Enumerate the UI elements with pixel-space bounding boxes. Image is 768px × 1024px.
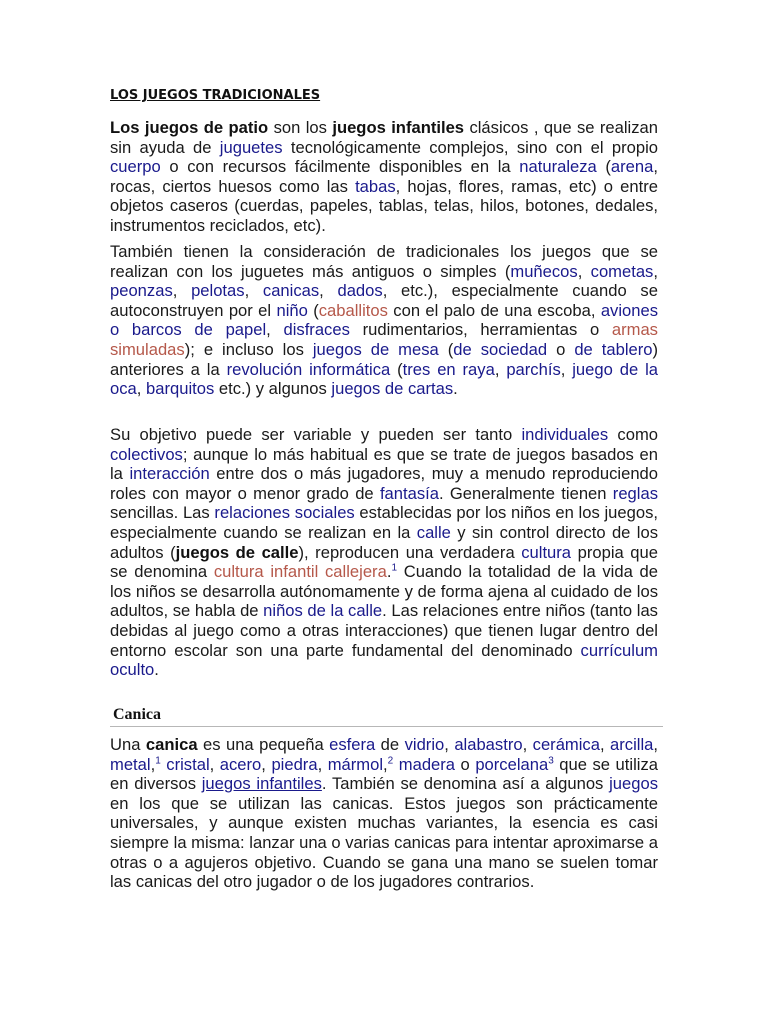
text: etc.) y algunos	[214, 379, 332, 399]
link-tres-en-raya[interactable]: tres en raya	[402, 359, 495, 379]
paragraph-juguetes-tradicionales	[110, 242, 658, 399]
text: ,	[522, 735, 533, 754]
text: ,	[494, 359, 507, 379]
link-relaciones-sociales[interactable]: relaciones sociales	[214, 503, 355, 523]
link-arena[interactable]: arena	[610, 157, 654, 177]
text: (	[390, 359, 403, 379]
text: tecnológicamente complejos, sino con el propio	[282, 137, 658, 157]
link-peonzas[interactable]: peonzas	[110, 281, 173, 301]
text: que se utiliza en diversos	[110, 754, 658, 794]
link-cristal[interactable]: cristal	[166, 754, 210, 774]
paragraph-objetivo	[110, 425, 658, 680]
link-dados[interactable]: dados	[337, 281, 383, 301]
link-individuales[interactable]: individuales	[521, 425, 609, 444]
link-fantasia[interactable]: fantasía	[379, 483, 439, 503]
text: como	[608, 425, 659, 444]
link-disfraces[interactable]: disfraces	[283, 320, 350, 340]
text: También tienen la consideración de tradicionales los juegos que se realizan con los juguetes más antiguos o simples (	[110, 242, 658, 281]
link-acero[interactable]: acero	[219, 754, 262, 774]
footnote-link[interactable]: 2	[387, 755, 394, 767]
text: ,	[317, 754, 328, 774]
text: , hojas, flores, ramas, etc) o entre objetos caseros (cuerdas, papeles, tablas, telas, hilos, botones, dedales, instrumentos reciclados, etc).	[110, 176, 658, 235]
text: .	[453, 379, 458, 399]
text: y sin control directo de los adultos (	[110, 522, 658, 562]
text: entre dos o más jugadores, muy a menudo reproduciendo roles con mayor o menor grado de	[110, 464, 659, 503]
link-madera[interactable]: madera	[398, 754, 456, 774]
bold-term: juegos de calle	[175, 542, 299, 562]
text: en los que se utilizan las canicas. Estos juegos son prácticamente universales, y aunque existen muchas variantes, la esencia es casi siempre la misma: lanzar una o varias canicas para intentar aproximarse a otras o a agujeros objetivo. Cuando se gana una mano se suelen tomar las canicas del otro jugador o de los jugadores contrarios.	[110, 793, 658, 892]
text: ,	[150, 754, 156, 774]
link-parchis[interactable]: parchís	[506, 359, 561, 379]
text: ,	[383, 754, 388, 774]
link-ceramica[interactable]: cerámica	[532, 735, 600, 754]
text: de	[375, 735, 405, 754]
link-ninos-de-la-calle[interactable]: niños de la calle	[263, 601, 383, 621]
link-calle[interactable]: calle	[416, 522, 451, 542]
link-curriculum-oculto[interactable]: currículum oculto	[110, 640, 658, 680]
bold-term: canica	[145, 735, 198, 754]
text: o	[547, 339, 575, 359]
text: ,	[560, 359, 573, 379]
bold-term: juegos infantiles	[332, 118, 465, 137]
text: o con recursos fácilmente disponibles en la	[160, 157, 520, 177]
text: . Las relaciones entre niños (tanto las debidas al juego como a otras interacciones) que tienen lugar dentro del entorno escolar son una parte fundamental del denominado	[110, 601, 658, 660]
text: con el palo de una escoba,	[387, 300, 601, 320]
text: ,	[266, 320, 284, 340]
text: clásicos , que se realizan sin ayuda de	[110, 118, 658, 157]
paragraph-juegos-de-patio	[110, 118, 658, 236]
text: (	[596, 157, 611, 177]
section-heading-canica: Canica	[110, 706, 663, 727]
link-nino[interactable]: niño	[276, 300, 308, 320]
link-barquitos[interactable]: barquitos	[146, 379, 215, 399]
text: ) anteriores a la	[110, 339, 659, 379]
link-alabastro[interactable]: alabastro	[454, 735, 523, 754]
text: ,	[261, 754, 272, 774]
text: o	[455, 754, 476, 774]
text: ,	[319, 281, 338, 301]
footnote-link[interactable]: 1	[391, 562, 397, 574]
text: ,	[172, 281, 192, 301]
link-arcilla[interactable]: arcilla	[610, 735, 654, 754]
text: rudimentarios, herramientas o	[349, 320, 612, 340]
link-revolucion-informatica[interactable]: revolución informática	[226, 359, 391, 379]
text: .	[386, 562, 392, 582]
text: ,	[136, 379, 146, 399]
link-cultura[interactable]: cultura	[521, 542, 572, 562]
link-tabas[interactable]: tabas	[355, 176, 396, 196]
link-munecos[interactable]: muñecos	[510, 261, 578, 281]
footnote-link[interactable]: 1	[155, 755, 161, 767]
link-juegos-infantiles[interactable]: juegos infantiles	[201, 774, 322, 794]
link-esfera[interactable]: esfera	[329, 735, 376, 754]
link-juguetes[interactable]: juguetes	[219, 137, 283, 157]
link-caballitos[interactable]: caballitos	[318, 300, 388, 320]
link-colectivos[interactable]: colectivos	[110, 444, 183, 464]
link-porcelana[interactable]: porcelana	[475, 754, 549, 774]
text: ,	[599, 735, 611, 754]
text: Su objetivo puede ser variable y pueden ser tanto	[110, 425, 522, 444]
link-vidrio[interactable]: vidrio	[404, 735, 445, 754]
text: son los	[268, 118, 333, 137]
text: (	[438, 339, 454, 359]
text: establecidas por los niños en los juegos, especialmente cuando se realizan en la	[110, 503, 658, 542]
link-juego-de-la-oca[interactable]: juego de la oca	[110, 359, 658, 399]
paragraph-canica	[110, 735, 658, 892]
text: .	[154, 660, 159, 680]
text: ,	[653, 261, 658, 281]
link-marmol[interactable]: mármol	[327, 754, 384, 774]
link-juegos-de-cartas[interactable]: juegos de cartas	[331, 379, 454, 399]
text: ,	[577, 261, 591, 281]
text: . Generalmente tienen	[438, 483, 613, 503]
link-piedra[interactable]: piedra	[271, 754, 318, 774]
text: Cuando la totalidad de la vida de los niños se desarrolla autónomamente y de forma ajena al cuidado de los adultos, se habla de	[110, 562, 658, 621]
text: ,	[653, 735, 658, 754]
footnote-link[interactable]: 3	[548, 755, 554, 767]
link-interaccion[interactable]: interacción	[129, 464, 210, 484]
link-aviones-barcos-papel[interactable]: aviones o barcos de papel	[110, 300, 659, 340]
text: . También se denomina así a algunos	[321, 774, 610, 794]
text: ,	[209, 754, 220, 774]
link-cultura-infantil-callejera[interactable]: cultura infantil callejera	[213, 562, 387, 582]
text: es una pequeña	[197, 735, 330, 754]
link-juegos[interactable]: juegos	[609, 774, 658, 794]
link-reglas[interactable]: reglas	[612, 483, 658, 503]
link-de-sociedad[interactable]: de sociedad	[453, 339, 548, 359]
text: ,	[244, 281, 263, 301]
text: sencillas. Las	[110, 503, 215, 523]
page-title: LOS JUEGOS TRADICIONALES	[110, 88, 321, 103]
link-juegos-de-mesa[interactable]: juegos de mesa	[312, 339, 439, 359]
link-armas-simuladas[interactable]: armas simuladas	[110, 320, 658, 359]
text: Una	[110, 735, 146, 754]
link-cuerpo[interactable]: cuerpo	[110, 157, 161, 177]
text: (	[307, 300, 319, 320]
text: ), reproducen una verdadera	[298, 542, 522, 562]
text: ); e incluso los	[184, 339, 313, 359]
text: ,	[444, 735, 455, 754]
link-canicas[interactable]: canicas	[262, 281, 320, 301]
text: , etc.), especialmente cuando se autoconstruyen por el	[110, 281, 658, 320]
text: ; aunque lo más habitual es que se trate de juegos basados en la	[110, 444, 658, 484]
link-naturaleza[interactable]: naturaleza	[519, 157, 597, 177]
link-metal[interactable]: metal	[110, 754, 151, 774]
text: propia que se denomina	[110, 542, 658, 582]
link-cometas[interactable]: cometas	[590, 261, 654, 281]
bold-term: Los juegos de patio	[110, 118, 269, 137]
link-de-tablero[interactable]: de tablero	[574, 339, 653, 359]
text: , rocas, ciertos huesos como las	[110, 157, 658, 196]
link-pelotas[interactable]: pelotas	[191, 281, 245, 301]
